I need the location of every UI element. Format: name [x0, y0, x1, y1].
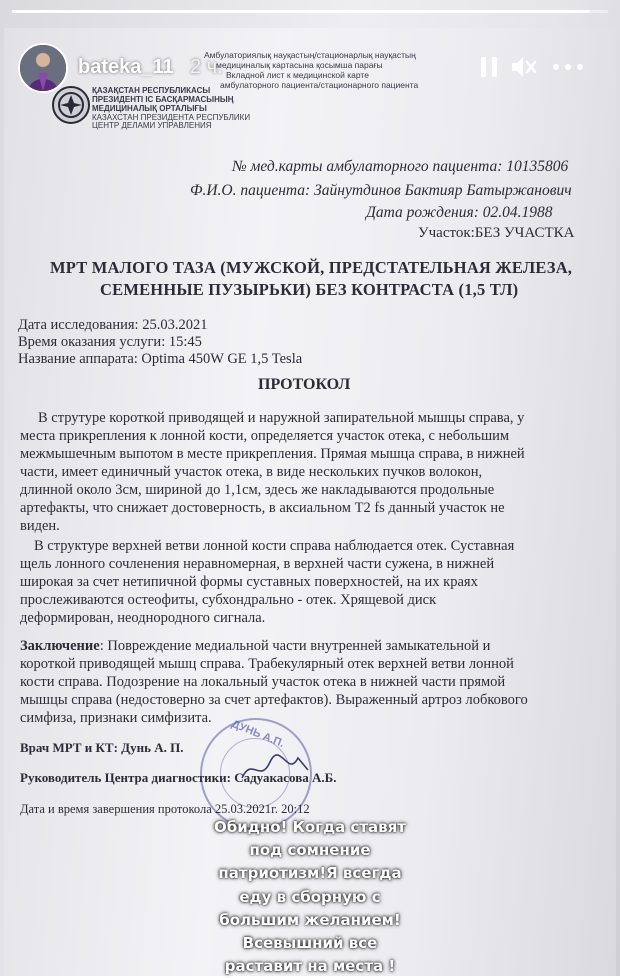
- exam-title-line-1: МРТ МАЛОГО ТАЗА (МУЖСКОЙ, ПРЕДСТАТЕЛЬНАЯ ЖЕЛЕЗА,: [50, 258, 573, 277]
- para2-line-3: широкая за счет нетипичной формы суставных поверхностей, на их краях: [20, 574, 478, 590]
- org-left-line-2: ПРЕЗИДЕНТІ ІС БАСҚАРМАСЫНЫҢ: [92, 95, 234, 104]
- more-dots-icon: [550, 52, 586, 82]
- date-of-birth: Дата рождения: 02.04.1988: [366, 204, 553, 221]
- org-right-line-3: Вкладной лист к медицинской карте: [226, 70, 369, 80]
- story-progress-bar: [12, 10, 608, 13]
- conclusion-first: : Повреждение медиальной части внутренней замыкательной и: [99, 638, 491, 654]
- conclusion-line-1: [20, 638, 490, 655]
- org-left-line-4: КАЗАХСТАН ПРЕЗИДЕНТА РЕСПУБЛИКИ: [92, 113, 251, 122]
- completion-datetime: Дата и время завершения протокола 25.03.2021г. 20:12: [20, 802, 310, 816]
- pause-icon: [474, 52, 504, 82]
- stamp-text: ДУНЬ А.П.: [229, 718, 286, 750]
- conclusion-line-2: короткой приводящей мышц справа. Трабекулярный отек верхней ветви лонной: [20, 656, 514, 672]
- conclusion-line-3: кости справа. Подозрение на локальный участок отека в нижней части прямой: [20, 674, 506, 690]
- story-caption: Обидно! Когда ставят под сомнение патриотизм!Я всегда еду в сборную с большим желанием! Всевышний все раставит на места !: [214, 818, 406, 976]
- para1-line-3: межмышечным выпотом в месте прикрепления. Прямая мышца справа, в нижней: [20, 446, 525, 462]
- org-left-line-1: ҚАЗАҚСТАН РЕСПУБЛИКАСЫ: [92, 86, 211, 95]
- para1-line-1: В струтуре короткой приводящей и наружной запирательной мышцы справа, у: [38, 410, 525, 426]
- para2-line-5: деформирован, неоднородного сигнала.: [20, 610, 266, 626]
- card-number: № мед.карты амбулаторного пациента: 10135806: [232, 158, 569, 175]
- para2-line-2: щель лонного сочленения неравномерная, в верхней части сужена, в нижней: [20, 556, 495, 572]
- org-left-line-3: МЕДИЦИНАЛЫҚ ОРТАЛЫҒЫ: [92, 104, 207, 113]
- protocol-heading: ПРОТОКОЛ: [258, 376, 351, 393]
- doctor-name: Врач МРТ и КТ: Дунь А. П.: [20, 740, 184, 755]
- para2-line-1: В структуре верхней ветви лонной кости справа наблюдается отек. Суставная: [34, 538, 515, 554]
- patient-name: Ф.И.О. пациента: Зайнутдинов Бактияр Батыржанович: [190, 182, 572, 199]
- conclusion-line-5: симфиза, признаки симфизита.: [20, 710, 212, 726]
- district: Участок:БЕЗ УЧАСТКА: [418, 225, 575, 241]
- center-head: Руководитель Центра диагностики: Садуакасова А.Б.: [20, 770, 337, 785]
- para1-line-5: длинной около 3см, шириной до 1,1см, здесь же накладываются продольные: [20, 482, 495, 498]
- mute-button[interactable]: [508, 52, 538, 82]
- org-right-line-1: Амбулаториялық науқастың/стационарлық науқастың: [204, 50, 416, 60]
- story-progress-fill: [12, 10, 590, 13]
- org-right-line-2: медициналық картасына қосымша парағы: [216, 60, 383, 70]
- org-right-line-4: амбулаторного пациента/стационарного пациента: [220, 80, 419, 90]
- conclusion-line-4: мышцы справа (недостоверно за счет артефактов). Выраженный артроз лобкового: [20, 692, 528, 708]
- para1-line-7: виден.: [20, 518, 60, 534]
- para1-line-4: части, имеет единичный участок отека, в виде нескольких пучков волокон,: [20, 464, 483, 480]
- speaker-muted-icon: [508, 52, 538, 82]
- device-name: Название аппарата: Optima 450W GE 1,5 Tesla: [18, 351, 303, 367]
- time-ago: 2 ч.: [190, 56, 223, 78]
- emblem-icon: [52, 86, 90, 124]
- para1-line-6: артефакты, что снижает достоверность, в аксиальном T2 fs данный участок не: [20, 500, 505, 516]
- more-options-button[interactable]: [550, 52, 586, 82]
- avatar[interactable]: [18, 43, 68, 93]
- service-time: Время оказания услуги: 15:45: [18, 334, 202, 350]
- exam-date: Дата исследования: 25.03.2021: [18, 317, 208, 333]
- para2-line-4: прослеживаются остеофиты, субхондрально - отек. Хрящевой диск: [20, 592, 437, 608]
- org-left-line-5: ЦЕНТР ДЕЛАМИ УПРАВЛЕНИЯ: [92, 121, 212, 130]
- para1-line-2: места прикрепления к лонной кости, определяется участок отека, с небольшим: [20, 428, 510, 444]
- user-avatar-icon: [20, 45, 66, 91]
- conclusion-label: Заключение: [20, 638, 100, 654]
- username[interactable]: bateka_11: [78, 56, 174, 78]
- exam-title-line-2: СЕМЕННЫЕ ПУЗЫРЬКИ) БЕЗ КОНТРАСТА (1,5 ТЛ): [100, 280, 519, 299]
- pause-button[interactable]: [474, 52, 504, 82]
